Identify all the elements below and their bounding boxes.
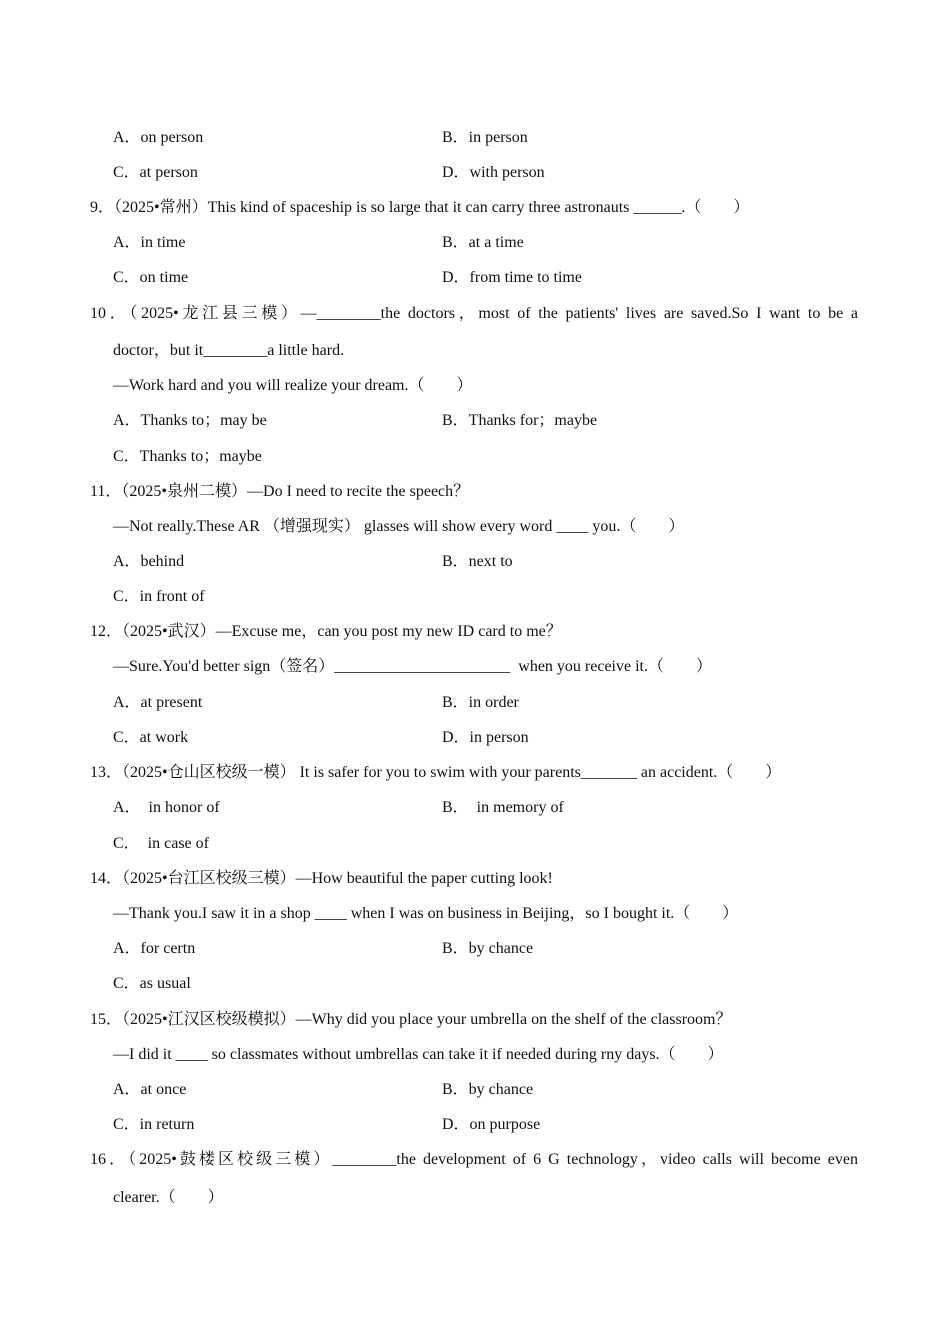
question-13: 13．（2025•仓山区校级一模） It is safer for you to swim with your parents_______ an accident.（ ） xyxy=(90,764,782,781)
option-c: C．in return xyxy=(113,1116,195,1133)
option-a: A．Thanks to；may be xyxy=(113,412,267,429)
option-d: D．in person xyxy=(442,729,529,746)
question-10: 10．（2025•龙江县三模）—________the doctors，most of the patients' lives are saved.So I want to be a xyxy=(90,305,858,322)
option-c: C．on time xyxy=(113,269,189,286)
option-c: C． in case of xyxy=(113,835,209,852)
question-11-reply: —Not really.These AR （增强现实） glasses will show every word ____ you.（ ） xyxy=(113,518,685,535)
option-b: B．in order xyxy=(442,694,519,711)
option-c: C．as usual xyxy=(113,975,191,992)
option-b: B．by chance xyxy=(442,1081,534,1098)
question-14-reply: —Thank you.I saw it in a shop ____ when I was on business in Beijing，so I bought it.（ ） xyxy=(113,905,739,922)
question-10-continued: doctor，but it________a little hard. xyxy=(113,342,345,359)
question-15-reply: —I did it ____ so classmates without umbrellas can take it if needed during rny days.（ ） xyxy=(113,1046,724,1063)
option-a: A．in time xyxy=(113,234,186,251)
question-12: 12．（2025•武汉）—Excuse me，can you post my new ID card to me？ xyxy=(90,623,562,640)
option-a: A．for certn xyxy=(113,940,196,957)
option-b: B．at a time xyxy=(442,234,524,251)
option-b: B．by chance xyxy=(442,940,534,957)
option-a: A．at once xyxy=(113,1081,187,1098)
question-16-continued: clearer.（ ） xyxy=(113,1189,224,1206)
question-15: 15．（2025•江汉区校级模拟）—Why did you place your umbrella on the shelf of the classroom？ xyxy=(90,1011,732,1028)
question-12-reply: —Sure.You'd better sign（签名）______________________ when you receive it.（ ） xyxy=(113,658,712,675)
option-a: A． in honor of xyxy=(113,799,220,816)
question-11: 11．（2025•泉州二模）—Do I need to recite the speech？ xyxy=(90,483,470,500)
question-16: 16．（2025•鼓楼区校级三模）________the development of 6 G technology，video calls will become even xyxy=(90,1151,858,1168)
question-9: 9．（2025•常州）This kind of spaceship is so large that it can carry three astronauts ______.（ ） xyxy=(90,199,750,216)
option-c: C．Thanks to；maybe xyxy=(113,448,262,465)
question-10-reply: —Work hard and you will realize your dream.（ ） xyxy=(113,377,473,394)
option-c: C．in front of xyxy=(113,588,205,605)
option-d: D．with person xyxy=(442,164,545,181)
option-a: A．behind xyxy=(113,553,185,570)
option-b: B．Thanks for；maybe xyxy=(442,412,598,429)
option-b: B． in memory of xyxy=(442,799,564,816)
question-14: 14．（2025•台江区校级三模）—How beautiful the paper cutting look! xyxy=(90,870,553,887)
option-d: D．from time to time xyxy=(442,269,582,286)
option-a: A．on person xyxy=(113,129,204,146)
option-d: D．on purpose xyxy=(442,1116,541,1133)
option-c: C．at person xyxy=(113,164,198,181)
option-a: A．at present xyxy=(113,694,203,711)
option-b: B．next to xyxy=(442,553,513,570)
option-c: C．at work xyxy=(113,729,189,746)
option-b: B．in person xyxy=(442,129,528,146)
